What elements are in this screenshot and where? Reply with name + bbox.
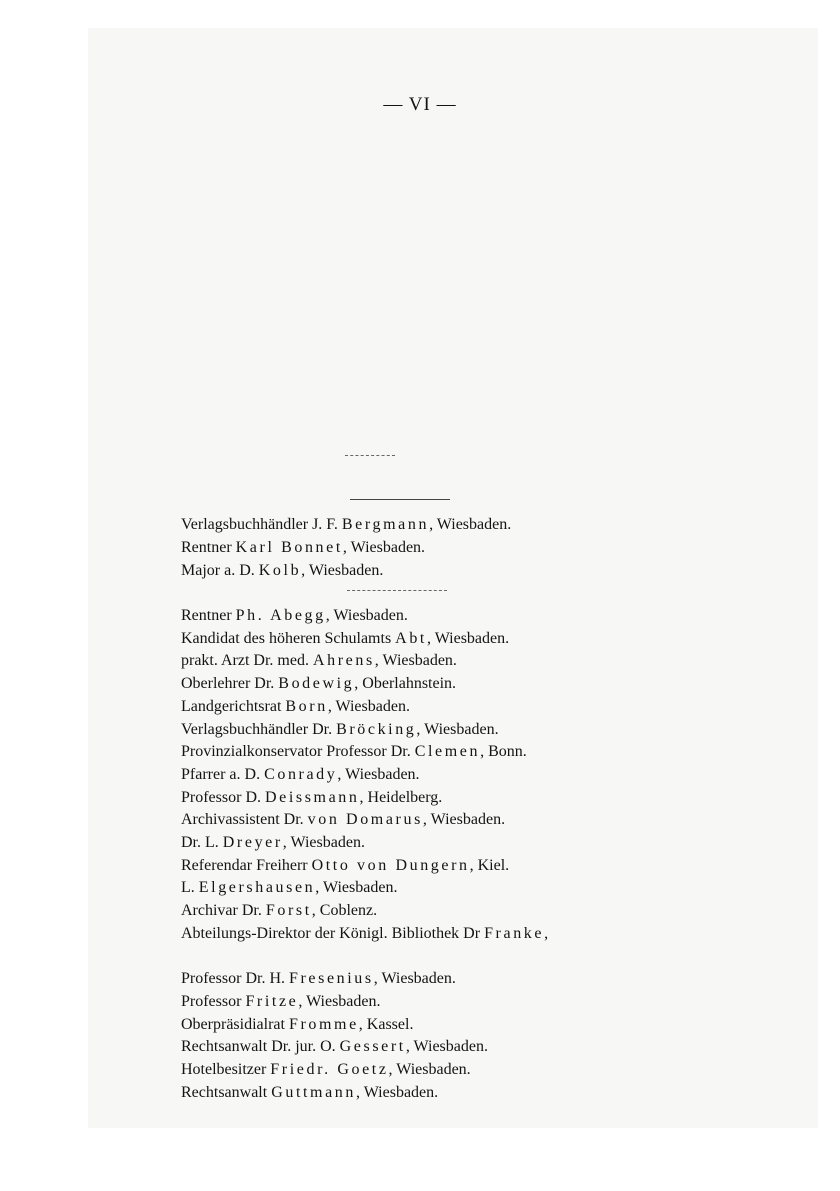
member-entry — [181, 1083, 438, 1103]
separator-rule — [345, 455, 395, 456]
member-title: Hotelbesitzer — [181, 1061, 271, 1079]
member-place: , Wiesbaden. — [282, 834, 365, 851]
member-place: , Wiesbaden. — [429, 516, 512, 533]
member-place: , Oberlahnstein. — [354, 675, 457, 693]
member-title: prakt. Arzt Dr. med. — [181, 652, 313, 670]
member-place: , Wiesbaden. — [337, 765, 420, 783]
member-name: Forst — [265, 902, 312, 920]
member-entry — [181, 924, 548, 944]
member-place: , Wiesbaden. — [301, 562, 384, 579]
member-name: Conrady — [264, 765, 338, 783]
member-entry — [181, 515, 511, 535]
member-title: Rechtsanwalt Dr. jur. O. — [181, 1038, 340, 1056]
member-title: Rentner — [181, 539, 236, 556]
member-name: Friedr. Goetz — [270, 1061, 389, 1079]
member-title: Professor D. — [181, 788, 265, 806]
member-name: Clemen — [414, 743, 481, 761]
member-entry — [181, 833, 365, 853]
page-number: — VI — — [383, 94, 457, 115]
member-place: , Wiesbaden. — [388, 1061, 471, 1079]
member-title: Oberlehrer Dr. — [181, 675, 279, 693]
member-place: , Wiesbaden. — [298, 993, 381, 1010]
member-title: Oberpräsidialrat — [181, 1015, 289, 1033]
member-title: Pfarrer a. D. — [181, 765, 265, 783]
member-place: , Kiel. — [469, 856, 510, 874]
member-title: Provinzialkonservator Professor Dr. — [181, 743, 415, 761]
member-place: , — [544, 924, 549, 942]
member-entry — [181, 969, 456, 989]
member-place: , Wiesbaden. — [342, 539, 426, 556]
member-place: , Wiesbaden. — [373, 970, 456, 988]
member-entry — [181, 606, 408, 626]
member-title: Archivar Dr. — [181, 902, 266, 920]
member-name: Abt — [395, 629, 427, 647]
member-name: Bergmann — [341, 516, 430, 533]
member-name: Karl Bonnet — [235, 539, 343, 556]
member-place: , Wiesbaden. — [327, 697, 410, 715]
member-name: Bodewig — [278, 675, 355, 693]
member-place: , Heidelberg. — [359, 788, 443, 806]
member-entry — [181, 765, 420, 785]
member-title: Archivassistent Dr. — [181, 811, 308, 829]
member-name: Ahrens — [312, 652, 375, 670]
member-entry — [181, 720, 499, 740]
member-title: L. — [181, 879, 199, 897]
member-name: Fresenius — [289, 970, 374, 988]
member-entry — [181, 742, 527, 762]
member-name: Otto von Dungern — [311, 856, 470, 874]
member-name: von Domarus — [307, 811, 423, 829]
member-name: Deissmann — [265, 788, 360, 806]
member-entry — [181, 992, 381, 1012]
member-place: , Wiesbaden. — [315, 879, 398, 897]
member-entry — [181, 651, 457, 671]
member-name: Ph. Abegg — [235, 607, 326, 624]
separator-rule — [350, 499, 450, 500]
member-entry — [181, 674, 456, 694]
member-place: , Wiesbaden. — [356, 1083, 439, 1101]
member-name: Dreyer — [222, 834, 283, 851]
member-place: , Bonn. — [480, 743, 527, 761]
member-title: Professor — [181, 993, 246, 1010]
member-name: Born — [285, 697, 328, 715]
member-title: Verlagsbuchhändler J. F. — [181, 516, 342, 533]
member-entry — [181, 1015, 413, 1035]
member-name: Franke — [484, 924, 545, 942]
member-name: Gessert — [339, 1038, 406, 1056]
member-title: Referendar Freiherr — [181, 856, 312, 874]
member-title: Professor Dr. H. — [181, 970, 289, 988]
member-entry — [181, 538, 425, 558]
member-title: Rechtsanwalt — [181, 1083, 272, 1101]
member-place: , Wiesbaden. — [426, 629, 510, 647]
member-name: Elgershausen — [198, 879, 316, 897]
member-name: Fromme — [288, 1015, 359, 1033]
member-entry — [181, 697, 410, 717]
member-title: Kandidat des höheren Schulamts — [181, 629, 396, 647]
separator-rule — [347, 590, 447, 591]
member-title: Major a. D. — [181, 562, 259, 579]
member-entry — [181, 901, 377, 921]
member-title: Abteilungs-Direktor der Königl. Bibliothek Dr — [181, 924, 485, 942]
member-entry — [181, 878, 397, 898]
member-place: , Wiesbaden. — [325, 607, 408, 624]
member-place: , Wiesbaden. — [374, 652, 457, 670]
member-place: , Coblenz. — [311, 902, 378, 920]
member-entry — [181, 788, 442, 808]
member-place: , Wiesbaden. — [405, 1038, 488, 1056]
member-title: Dr. L. — [181, 834, 223, 851]
member-entry — [181, 629, 509, 649]
member-title: Rentner — [181, 607, 236, 624]
member-title: Verlagsbuchhändler Dr. — [181, 720, 337, 738]
member-entry — [181, 856, 509, 876]
member-name: Kolb — [258, 562, 302, 579]
member-entry — [181, 561, 383, 581]
member-entry — [181, 1060, 471, 1080]
member-title: Landgerichtsrat — [181, 697, 286, 715]
member-name: Fritze — [245, 993, 299, 1010]
member-place: , Wiesbaden. — [422, 811, 506, 829]
member-place: , Kassel. — [358, 1015, 414, 1033]
member-entry — [181, 810, 505, 830]
member-name: Bröcking — [336, 720, 417, 738]
member-name: Guttmann — [271, 1083, 356, 1101]
member-entry — [181, 1037, 488, 1057]
member-place: , Wiesbaden. — [416, 720, 499, 738]
